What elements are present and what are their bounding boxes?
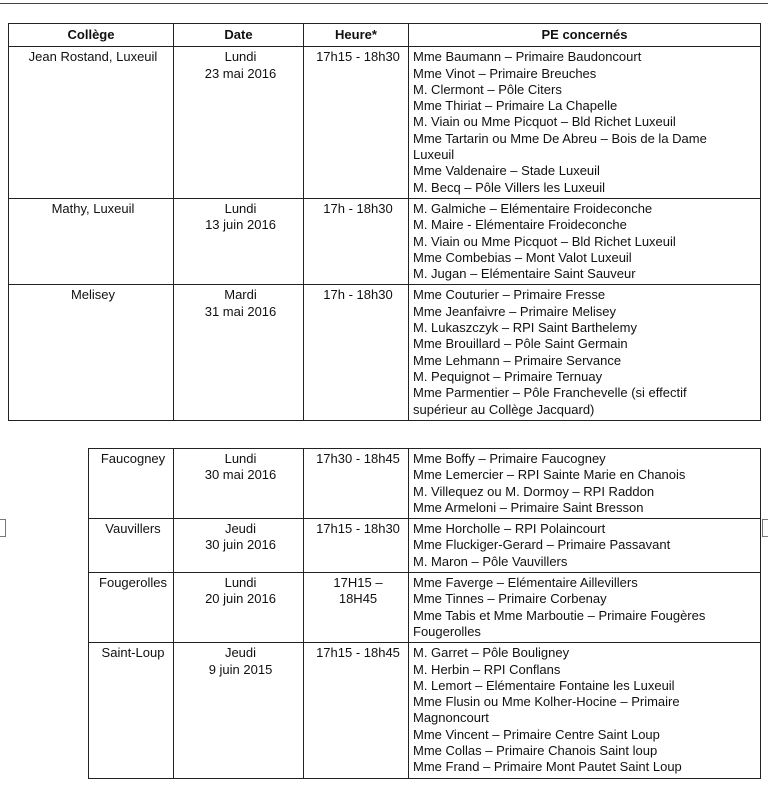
pe-line: Mme Lehmann – Primaire Servance <box>413 352 622 368</box>
heure-text: 17h15 - 18h45 <box>316 645 400 661</box>
table-row <box>9 47 761 199</box>
date-value: 30 juin 2016 <box>205 537 276 553</box>
pe-line: Mme Couturier – Primaire Fresse <box>413 287 606 303</box>
pe-line: M. Lemort – Elémentaire Fontaine les Luxeuil <box>413 677 675 693</box>
heure-text: 18H45 <box>338 591 378 607</box>
pe-cell <box>409 198 761 284</box>
college-cell <box>9 47 174 199</box>
heure-text: 17h30 - 18h45 <box>316 451 400 466</box>
pe-line: Luxeuil <box>413 147 455 163</box>
college-cell <box>9 198 174 284</box>
pe-line: Mme Parmentier – Pôle Franchevelle (si effectif <box>413 385 687 401</box>
heure-text: 17h - 18h30 <box>323 200 393 216</box>
table-row <box>9 285 761 420</box>
page-margin-marker-right <box>762 519 768 537</box>
header-pe: PE concernés <box>409 24 761 47</box>
college-name: Jean Rostand, Luxeuil <box>28 49 158 65</box>
heure-cell <box>304 47 409 199</box>
college-cell <box>89 643 174 778</box>
date-day: Lundi <box>224 200 257 216</box>
table-row <box>89 449 761 519</box>
pe-line: M. Garret – Pôle Bouligney <box>413 645 570 661</box>
pe-line: Mme Fluckiger-Gerard – Primaire Passavant <box>413 537 671 553</box>
heure-cell <box>304 643 409 778</box>
pe-line: M. Pequignot – Primaire Ternuay <box>413 368 603 384</box>
pe-line: M. Becq – Pôle Villers les Luxeuil <box>413 179 605 195</box>
heure-text: 17h15 - 18h30 <box>316 521 400 537</box>
table-row <box>89 573 761 643</box>
college-name: Faucogney <box>100 451 166 466</box>
pe-line: Mme Boffy – Primaire Faucogney <box>413 451 606 466</box>
schedule-table-part-1 <box>8 23 761 421</box>
college-name: Saint-Loup <box>101 645 165 661</box>
date-day: Jeudi <box>224 521 257 537</box>
heure-cell <box>304 198 409 284</box>
page-margin-marker-left <box>0 519 6 537</box>
pe-line: Mme Jeanfaivre – Primaire Melisey <box>413 303 617 319</box>
pe-line: Mme Valdenaire – Stade Luxeuil <box>413 163 600 179</box>
pe-line: Mme Brouillard – Pôle Saint Germain <box>413 336 628 352</box>
college-name: Melisey <box>70 287 116 303</box>
pe-line: M. Villequez ou M. Dormoy – RPI Raddon <box>413 483 655 499</box>
date-value: 23 mai 2016 <box>204 65 277 81</box>
header-college: Collège <box>9 24 174 47</box>
date-day: Mardi <box>224 287 257 303</box>
pe-line: Mme Frand – Primaire Mont Pautet Saint Loup <box>413 759 682 775</box>
pe-cell <box>409 47 761 199</box>
date-value: 31 mai 2016 <box>204 303 277 319</box>
date-cell <box>174 198 304 284</box>
pe-line: Mme Faverge – Elémentaire Aillevillers <box>413 575 638 591</box>
pe-line: Mme Collas – Primaire Chanois Saint loup <box>413 743 658 759</box>
date-day: Lundi <box>224 49 257 65</box>
table-row <box>89 643 761 778</box>
heure-text: 17h15 - 18h30 <box>316 49 400 65</box>
heure-cell <box>304 573 409 643</box>
date-value: 20 juin 2016 <box>205 591 276 607</box>
pe-line: M. Maron – Pôle Vauvillers <box>413 553 568 569</box>
date-cell <box>174 519 304 573</box>
pe-line: Mme Horcholle – RPI Polaincourt <box>413 521 606 537</box>
header-heure: Heure* <box>304 24 409 47</box>
pe-cell <box>409 573 761 643</box>
date-day: Jeudi <box>224 645 257 661</box>
date-cell <box>174 285 304 420</box>
pe-line: M. Viain ou Mme Picquot – Bld Richet Luxeuil <box>413 233 676 249</box>
date-cell <box>174 643 304 778</box>
pe-line: supérieur au Collège Jacquard) <box>413 401 595 417</box>
pe-line: M. Jugan – Elémentaire Saint Sauveur <box>413 266 636 282</box>
date-value: 13 juin 2016 <box>205 217 276 233</box>
college-cell <box>89 573 174 643</box>
pe-line: Mme Vincent – Primaire Centre Saint Loup <box>413 726 660 742</box>
pe-line: Mme Tabis et Mme Marboutie – Primaire Fougères <box>413 607 706 623</box>
pe-line: Mme Baumann – Primaire Baudoncourt <box>413 49 642 65</box>
pe-line: Mme Vinot – Primaire Breuches <box>413 65 597 81</box>
pe-cell <box>409 643 761 778</box>
date-day: Lundi <box>224 575 257 591</box>
date-cell <box>174 47 304 199</box>
pe-line: Mme Lemercier – RPI Sainte Marie en Chanois <box>413 467 686 483</box>
date-cell <box>174 449 304 519</box>
schedule-table-part-2 <box>88 448 761 779</box>
pe-line: M. Clermont – Pôle Citers <box>413 81 562 97</box>
date-day: Lundi <box>224 451 257 466</box>
date-value: 9 juin 2015 <box>208 661 273 677</box>
pe-line: M. Herbin – RPI Conflans <box>413 661 561 677</box>
pe-cell <box>409 285 761 420</box>
college-cell <box>89 449 174 519</box>
table-row <box>89 519 761 573</box>
college-cell <box>89 519 174 573</box>
pe-line: M. Viain ou Mme Picquot – Bld Richet Luxeuil <box>413 114 676 130</box>
heure-text: 17h - 18h30 <box>323 287 393 303</box>
heure-text: 17H15 – <box>333 575 383 591</box>
pe-line: Mme Tinnes – Primaire Corbenay <box>413 591 607 607</box>
pe-line: M. Maire - Elémentaire Froideconche <box>413 217 627 233</box>
pe-line: M. Lukaszczyk – RPI Saint Barthelemy <box>413 320 637 336</box>
pe-cell <box>409 519 761 573</box>
pe-line: Mme Combebias – Mont Valot Luxeuil <box>413 249 632 265</box>
pe-line: Mme Armeloni – Primaire Saint Bresson <box>413 499 644 515</box>
heure-cell <box>304 285 409 420</box>
header-date: Date <box>174 24 304 47</box>
college-name: Fougerolles <box>99 575 167 591</box>
pe-line: Mme Thiriat – Primaire La Chapelle <box>413 98 618 114</box>
page-top-border <box>0 3 768 4</box>
college-name: Vauvillers <box>105 521 161 537</box>
table-header-row <box>9 24 761 47</box>
date-value: 30 mai 2016 <box>204 467 277 483</box>
pe-line: Magnoncourt <box>413 710 489 726</box>
pe-line: M. Galmiche – Elémentaire Froideconche <box>413 200 653 216</box>
college-cell <box>9 285 174 420</box>
pe-line: Fougerolles <box>413 623 481 639</box>
table-row <box>9 198 761 284</box>
pe-line: Mme Flusin ou Mme Kolher-Hocine – Primaire <box>413 694 680 710</box>
college-name: Mathy, Luxeuil <box>51 200 135 216</box>
heure-cell <box>304 519 409 573</box>
pe-cell <box>409 449 761 519</box>
heure-cell <box>304 449 409 519</box>
date-cell <box>174 573 304 643</box>
pe-line: Mme Tartarin ou Mme De Abreu – Bois de la Dame <box>413 130 707 146</box>
